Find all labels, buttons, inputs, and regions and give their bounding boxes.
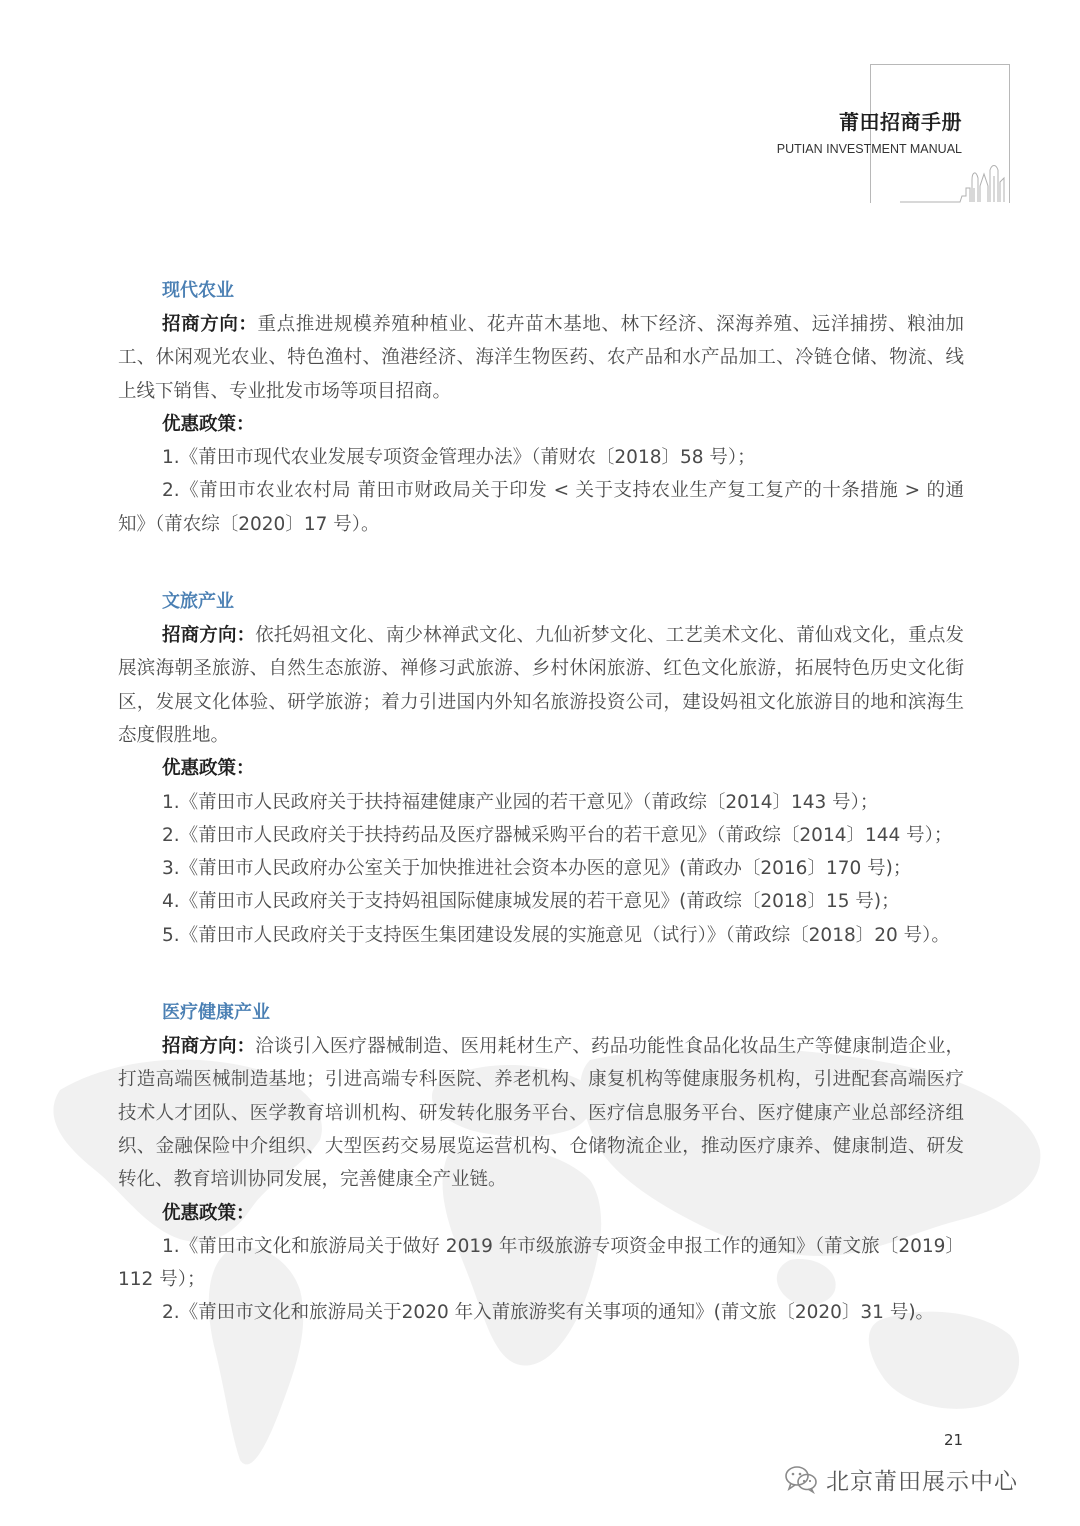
investment-direction: [118, 619, 964, 752]
direction-text: 依托妈祖文化、南少林禅武文化、九仙祈梦文化、工艺美术文化、莆仙戏文化，重点发展滨海朝圣旅游、自然生态旅游、禅修习武旅游、乡村休闲旅游、红色文化旅游，拓展特色历史文化街区，发展文化体验、研学旅游；着力引进国内外知名旅游投资公司，建设妈祖文化旅游目的地和滨海生态度假胜地。: [118, 625, 964, 746]
section-title: 现代农业: [162, 280, 234, 301]
wechat-icon: [784, 1464, 818, 1494]
section-title: 医疗健康产业: [162, 1002, 270, 1024]
section-culture-tourism: [118, 585, 964, 952]
direction-text: 重点推进规模养殖种植业、花卉苗木基地、林下经济、深海养殖、远洋捕捞、粮油加工、休闲观光农业、特色渔村、渔港经济、海洋生物医药、农产品和水产品加工、冷链仓储、物流、线上线下销售、专业批发市场等项目招商。: [118, 314, 964, 402]
policy-item: 5.《莆田市人民政府关于支持医生集团建设发展的实施意见（试行）》（莆政综〔2018〕20 号）。: [162, 924, 950, 946]
section-title: 文旅产业: [162, 591, 234, 613]
policy-label: 优惠政策：: [162, 413, 255, 435]
policy-item: 2.《莆田市文化和旅游局关于2020 年入莆旅游奖有关事项的通知》(莆文旅〔2020〕31 号)。: [162, 1302, 935, 1324]
policy-label: 优惠政策：: [162, 758, 255, 780]
policy-item: 1.《莆田市人民政府关于扶持福建健康产业园的若干意见》（莆政综〔2014〕143 号）；: [162, 791, 879, 813]
wechat-watermark: [784, 1461, 1018, 1497]
policy-item: 4.《莆田市人民政府关于支持妈祖国际健康城发展的若干意见》(莆政综〔2018〕15 号)；: [162, 891, 900, 913]
skyline-illustration: [900, 158, 1010, 204]
direction-label: 招商方向：: [162, 625, 256, 647]
direction-label: 招商方向：: [162, 1036, 256, 1058]
page-number: 21: [944, 1431, 964, 1449]
header-title: 莆田招商手册: [839, 110, 962, 134]
policy-item: 2.《莆田市农业农村局 莆田市财政局关于印发 < 关于支持农业生产复工复产的十条措施 > 的通知》（莆农综〔2020〕17 号）。: [118, 480, 964, 535]
policy-item: 1.《莆田市文化和旅游局关于做好 2019 年市级旅游专项资金申报工作的通知》（莆文旅〔2019〕112 号）；: [118, 1235, 964, 1291]
section-modern-agriculture: [118, 274, 964, 541]
wechat-account-name: 北京莆田展示中心: [826, 1468, 1018, 1495]
investment-direction: [118, 308, 964, 408]
header-subtitle: PUTIAN INVESTMENT MANUAL: [776, 141, 962, 157]
policy-item: 2.《莆田市人民政府关于扶持药品及医疗器械采购平台的若干意见》（莆政综〔2014〕144 号）；: [162, 824, 953, 846]
policy-label: 优惠政策：: [162, 1202, 255, 1224]
policy-item: 3.《莆田市人民政府办公室关于加快推进社会资本办医的意见》(莆政办〔2016〕170 号)；: [162, 858, 912, 880]
investment-direction: [118, 1030, 964, 1196]
section-medical-health: [118, 996, 964, 1330]
direction-label: 招商方向：: [162, 314, 258, 335]
policy-item: 1.《莆田市现代农业发展专项资金管理办法》（莆财农〔2018〕58 号）；: [162, 447, 756, 469]
content-body: [118, 274, 964, 1330]
direction-text: 洽谈引入医疗器械制造、医用耗材生产、药品功能性食品化妆品生产等健康制造企业，打造高端医械制造基地；引进高端专科医院、养老机构、康复机构等健康服务机构，引进配套高端医疗技术人才团队、医学教育培训机构、研发转化服务平台、医疗信息服务平台、医疗健康产业总部经济组织、金融保险中介组织、大型医药交易展览运营机构、仓储物流企业，推动医疗康养、健康制造、研发转化、教育培训协同发展，完善健康全产业链。: [118, 1036, 964, 1191]
